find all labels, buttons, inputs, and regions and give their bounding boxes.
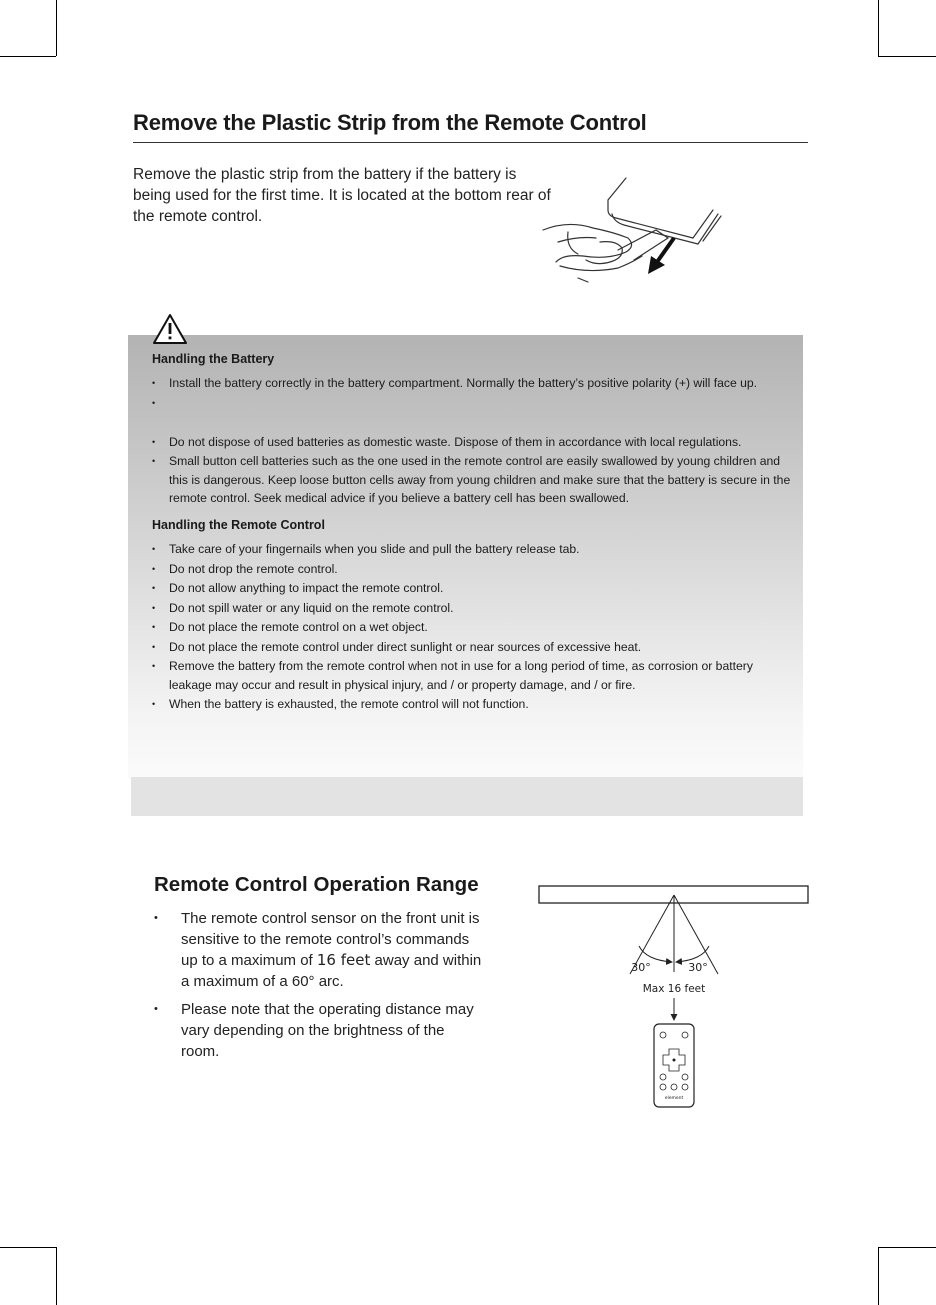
crop-mark: [878, 56, 936, 57]
list-item: • Please note that the operating distance may vary depending on the brightness of the room.: [154, 999, 484, 1062]
warning-panel-footer-band: [131, 777, 803, 816]
list-item: [154, 908, 484, 992]
remote-brand-label: element: [664, 1096, 684, 1101]
remote-control-drawing: [654, 1024, 694, 1107]
range-distance-value: 16 feet: [316, 951, 371, 969]
remote-handling-list: [152, 540, 792, 715]
operation-range-list: [154, 908, 484, 1069]
handling-remote-heading: Handling the Remote Control: [152, 518, 325, 532]
list-item: • Do not spill water or any liquid on the remote control.: [152, 599, 792, 618]
list-item: • Do not place the remote control on a wet object.: [152, 618, 792, 637]
operation-range-diagram: [538, 884, 810, 1110]
list-item: • When the battery is exhausted, the remote control will not function.: [152, 695, 792, 714]
warning-triangle-icon: [152, 313, 188, 345]
list-item: • Do not place the remote control under direct sunlight or near sources of excessive heat.: [152, 638, 792, 657]
battery-handling-list: [152, 374, 792, 509]
crop-mark: [878, 1247, 879, 1305]
list-item: • Take care of your fingernails when you slide and pull the battery release tab.: [152, 540, 792, 559]
crop-mark: [56, 0, 57, 56]
crop-mark: [878, 1247, 936, 1248]
title-divider: [133, 142, 808, 143]
section-title-plastic-strip: Remove the Plastic Strip from the Remote Control: [133, 110, 647, 135]
list-item: • Do not dispose of used batteries as domestic waste. Dispose of them in accordance with local regulations.: [152, 433, 792, 452]
remove-strip-illustration: [538, 170, 728, 285]
list-item: • Install the battery correctly in the battery compartment. Normally the battery’s positive polarity (+) will face up.: [152, 374, 792, 393]
max-distance-label: Max 16 feet: [642, 983, 706, 995]
angle-left-label: 30°: [631, 961, 651, 974]
list-item: • Do not drop the remote control.: [152, 560, 792, 579]
range-text-start: The remote control sensor on the front unit is sensitive to the remote control’s commands up to a maximum of: [181, 910, 480, 969]
list-item: [152, 394, 792, 413]
angle-right-label: 30°: [688, 961, 708, 974]
crop-mark: [878, 0, 879, 56]
crop-mark: [0, 1247, 56, 1248]
plastic-strip-instructions: Remove the plastic strip from the battery if the battery is being used for the first time. It is located at the bottom rear of the remote control.: [133, 166, 551, 225]
list-item: • Small button cell batteries such as the one used in the remote control are easily swallowed by young children and this is dangerous. Keep loose button cells away from young children and make sure that the battery is secure in the remote control. Seek medical advice if you believe a battery cell has been swallowed.: [152, 452, 792, 508]
range-text-end: away and within a maximum of a 60° arc.: [181, 952, 482, 990]
crop-mark: [56, 1247, 57, 1305]
list-item: • Do not allow anything to impact the remote control.: [152, 579, 792, 598]
handling-battery-heading: Handling the Battery: [152, 352, 275, 366]
list-item: • Remove the battery from the remote control when not in use for a long period of time, as corrosion or battery leakage may occur and result in physical injury, and / or property damage, and / or fire.: [152, 657, 792, 694]
crop-mark: [0, 56, 56, 57]
pull-arrow-icon: [648, 238, 674, 274]
section-title-operation-range: Remote Control Operation Range: [154, 873, 479, 896]
